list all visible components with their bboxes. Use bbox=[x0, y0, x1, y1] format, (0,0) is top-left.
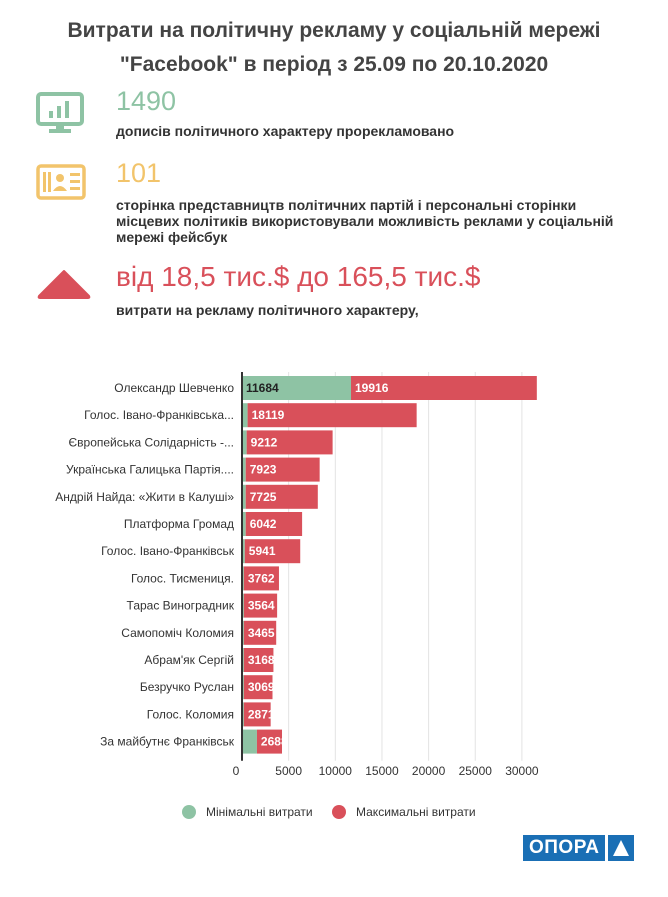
bar-max-label: 3168 bbox=[247, 653, 275, 667]
title-line-2: "Facebook" в період з 25.09 по 20.10.2020 bbox=[119, 53, 549, 76]
stat-posts-value: 1490 bbox=[116, 86, 177, 116]
bar-max-label: 18119 bbox=[251, 408, 285, 423]
bar-max-label: 6042 bbox=[249, 517, 277, 531]
category-label: Платформа Громад bbox=[123, 517, 234, 531]
stat-posts-desc: дописів політичного характеру прорекламовано bbox=[116, 123, 455, 139]
category-label: Голос. Івано-Франківська... bbox=[84, 408, 234, 423]
category-label: Тарас Виноградник bbox=[126, 598, 234, 613]
page-title bbox=[0, 14, 668, 82]
bar-max-label: 3762 bbox=[247, 571, 275, 586]
x-tick-label: 10000 bbox=[318, 763, 352, 778]
bar-max-label: 7923 bbox=[249, 462, 277, 477]
legend-max-label: Максимальні витрати bbox=[356, 805, 476, 819]
x-tick-label: 0 bbox=[232, 763, 240, 778]
category-label: Українська Галицька Партія.... bbox=[66, 462, 234, 477]
x-tick-label: 25000 bbox=[458, 763, 492, 778]
category-label: Голос. Тисмениця. bbox=[130, 571, 234, 586]
bar-max-label: 5941 bbox=[248, 544, 276, 559]
x-tick-label: 5000 bbox=[275, 763, 303, 778]
category-label: Безручко Руслан bbox=[139, 680, 234, 695]
stat-spend-value: від 18,5 тис.$ до 165,5 тис.$ bbox=[116, 261, 481, 292]
bar-max-label: 9212 bbox=[250, 435, 278, 450]
logo-text: ОПОРА bbox=[523, 835, 605, 861]
bar-min bbox=[242, 730, 257, 754]
bar-max-label: 3564 bbox=[247, 598, 275, 613]
x-tick-label: 30000 bbox=[505, 763, 539, 778]
opora-logo bbox=[523, 835, 634, 861]
bar-max-label: 3465 bbox=[247, 625, 275, 640]
legend-min-swatch bbox=[182, 805, 196, 819]
monitor-chart-icon bbox=[36, 92, 84, 134]
bar-max-label: 7725 bbox=[249, 489, 277, 504]
category-label: За майбутнє Франківськ bbox=[100, 734, 234, 749]
bar-min-label: 11684 bbox=[246, 381, 279, 395]
bar-chart bbox=[0, 360, 668, 785]
legend-max bbox=[332, 805, 476, 819]
bar-max-label: 19916 bbox=[355, 381, 389, 395]
category-label: Абрам'як Сергій bbox=[144, 653, 234, 667]
stat-spend-desc: витрати на рекламу політичного характеру, bbox=[116, 302, 419, 318]
stat-pages-value: 101 bbox=[116, 158, 162, 188]
logo-triangle-icon bbox=[608, 835, 634, 861]
category-label: Голос. Івано-Франківськ bbox=[101, 544, 234, 559]
triangle-up-icon bbox=[36, 268, 92, 300]
bar-max-label: 2871 bbox=[247, 707, 275, 722]
category-label: Олександр Шевченко bbox=[114, 381, 234, 395]
stat-pages-desc: сторінка представництв політичних партій і персональні сторінки місцевих політиків використовували можливість реклами у соціальній мережі фейсбук bbox=[116, 197, 614, 245]
title-line-1: Витрати на політичну рекламу у соціальній мережі bbox=[67, 19, 601, 42]
bar-max-label: 2688 bbox=[260, 734, 288, 749]
category-label: Європейська Солідарність -... bbox=[68, 435, 234, 450]
bar-max-label: 3069 bbox=[247, 680, 275, 695]
category-label: Самопоміч Коломия bbox=[121, 625, 234, 640]
legend-min bbox=[182, 805, 313, 819]
id-card-icon bbox=[36, 164, 86, 200]
x-tick-label: 20000 bbox=[411, 763, 446, 778]
legend-min-label: Мінімальні витрати bbox=[206, 805, 313, 819]
legend-max-swatch bbox=[332, 805, 346, 819]
category-label: Голос. Коломия bbox=[146, 707, 234, 722]
x-tick-label: 15000 bbox=[365, 763, 399, 778]
category-label: Андрій Найда: «Жити в Калуші» bbox=[55, 489, 234, 504]
